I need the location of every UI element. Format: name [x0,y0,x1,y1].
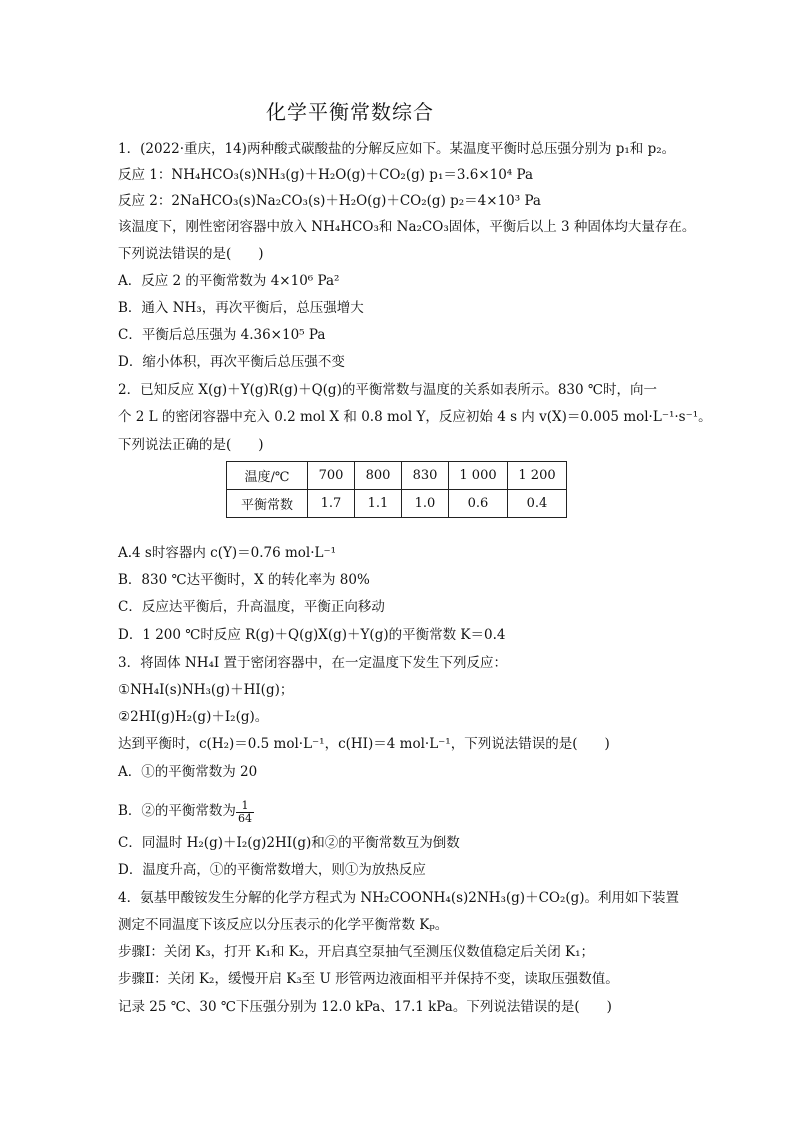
q2-option-a: A.4 s时容器内 c(Y)＝0.76 mol·L⁻¹ [118,545,337,561]
q4-step-2: 步骤Ⅱ：关闭 K₂，缓慢开启 K₃至 U 形管两边液面相平并保持不变，读取压强数值。 [118,971,619,987]
q3-reaction-2: ②2HI(g)H₂(g)＋I₂(g)。 [118,709,269,725]
fraction-denominator: 64 [238,812,252,825]
q4-stem: 4．氨基甲酸铵发生分解的化学方程式为 NH₂COONH₄(s)2NH₃(g)＋CO₂(g)。利用如下装置 [118,890,680,906]
table-cell: 0.4 [508,490,567,518]
q1-reaction-2: 反应 2：2NaHCO₃(s)Na₂CO₃(s)＋H₂O(g)＋CO₂(g) p₂＝4×10³ Pa [118,193,541,209]
fraction-numerator: 1 [236,800,254,813]
q1-context: 该温度下，刚性密闭容器中放入 NH₄HCO₃和 Na₂CO₃固体，平衡后以上 3 种固体均大量存在。 [118,219,696,235]
table-cell: 1 200 [508,462,567,490]
q1-reaction-1: 反应 1：NH₄HCO₃(s)NH₃(g)＋H₂O(g)＋CO₂(g) p₁＝3.6×10⁴ Pa [118,167,534,183]
table-row [227,462,567,490]
table-cell: 1 000 [449,462,508,490]
table-cell: 830 [402,462,449,490]
q4-stem-continued: 测定不同温度下该反应以分压表示的化学平衡常数 Kₚ。 [118,917,449,933]
q2-option-c: C．反应达平衡后，升高温度，平衡正向移动 [118,599,385,615]
q1-option-c: C．平衡后总压强为 4.36×10⁵ Pa [118,327,326,343]
table-cell: 1.0 [402,490,449,518]
table-cell: 1.1 [355,490,402,518]
q2-stem: 2．已知反应 X(g)＋Y(g)R(g)＋Q(g)的平衡常数与温度的关系如表所示。830 ℃时，向一 [118,382,657,398]
q4-step-1: 步骤Ⅰ：关闭 K₃，打开 K₁和 K₂，开启真空泵抽气至测压仪数值稳定后关闭 K₁； [118,944,594,960]
q4-record: 记录 25 ℃、30 ℃下压强分别为 12.0 kPa、17.1 kPa。下列说法错误的是( ) [118,999,612,1015]
table-row [227,490,567,518]
q2-option-b: B．830 ℃达平衡时，X 的转化率为 80% [118,572,370,588]
q2-option-d: D．1 200 ℃时反应 R(g)＋Q(g)X(g)＋Y(g)的平衡常数 K＝0.4 [118,627,506,643]
q1-option-d: D．缩小体积，再次平衡后总压强不变 [118,354,345,370]
q3-option-c: C．同温时 H₂(g)＋I₂(g)2HI(g)和②的平衡常数互为倒数 [118,835,460,851]
table-header-cell: 平衡常数 [227,490,308,518]
table-cell: 0.6 [449,490,508,518]
q3-stem: 3．将固体 NH₄I 置于密闭容器中，在一定温度下发生下列反应： [118,655,508,671]
q2-stem-continued: 个 2 L 的密闭容器中充入 0.2 mol X 和 0.8 mol Y，反应初始 4 s 内 v(X)＝0.005 mol·L⁻¹·s⁻¹。 [118,409,712,425]
q3-option-b: B．②的平衡常数为 [118,803,236,819]
q3-reaction-1: ①NH₄I(s)NH₃(g)＋HI(g)； [118,682,294,698]
page-title: 化学平衡常数综合 [266,100,434,124]
q3-condition: 达到平衡时，c(H₂)＝0.5 mol·L⁻¹，c(HI)＝4 mol·L⁻¹，下列说法错误的是( ) [118,736,610,752]
q3-option-d: D．温度升高，①的平衡常数增大，则①为放热反应 [118,862,426,878]
temperature-constant-table [226,461,567,518]
q1-option-b: B．通入 NH₃，再次平衡后，总压强增大 [118,300,364,316]
q1-option-a: A．反应 2 的平衡常数为 4×10⁶ Pa² [118,273,340,289]
fraction [236,800,254,825]
q2-question: 下列说法正确的是( ) [118,437,264,453]
q3-option-a: A．①的平衡常数为 20 [118,764,258,780]
table-header-cell: 温度/℃ [227,462,308,490]
q1-question: 下列说法错误的是( ) [118,246,264,262]
q1-stem: 1．(2022·重庆，14)两种酸式碳酸盐的分解反应如下。某温度平衡时总压强分别为 p₁和 p₂。 [118,141,676,157]
table-cell: 700 [308,462,355,490]
table-cell: 1.7 [308,490,355,518]
table-cell: 800 [355,462,402,490]
